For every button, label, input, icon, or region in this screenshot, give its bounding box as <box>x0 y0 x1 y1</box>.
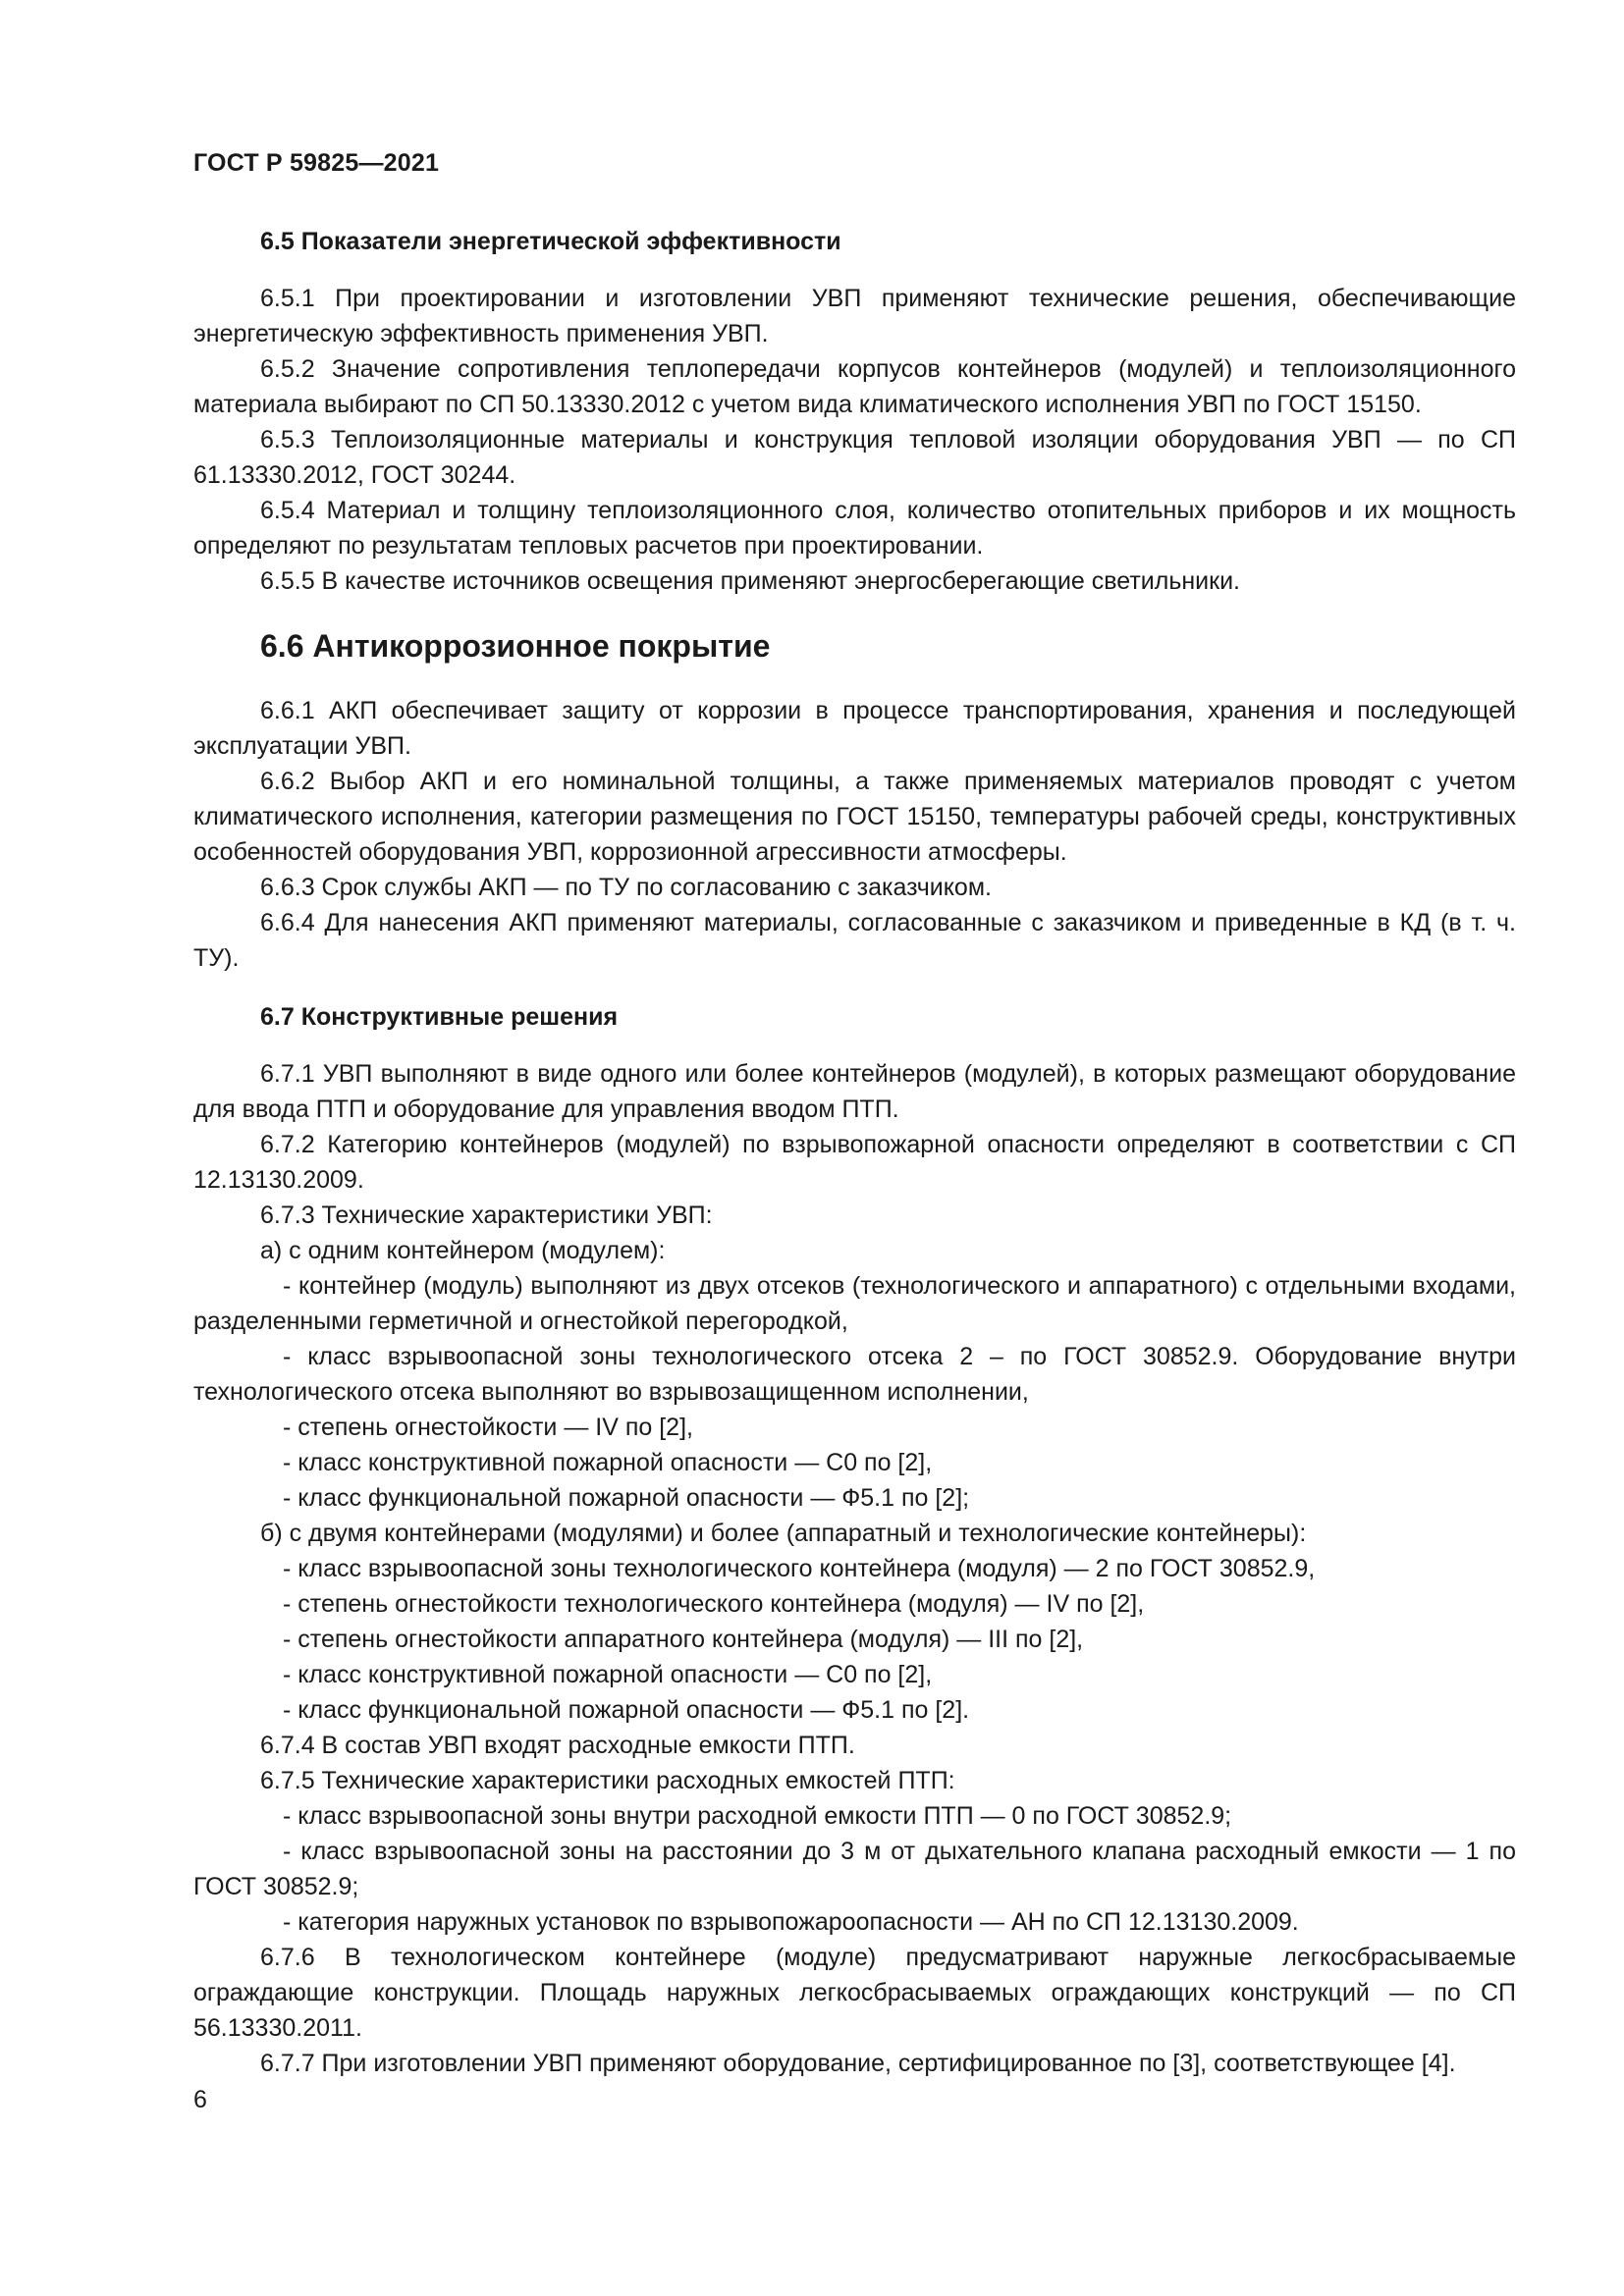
list-item-b-4: - класс конструктивной пожарной опасности — С0 по [2], <box>283 1661 933 1688</box>
list-item-c-2: - класс взрывоопасной зоны на расстоянии до 3 м от дыхательного клапана расходный емкости — 1 по ГОСТ 30852.9; <box>193 1838 1516 1900</box>
paragraph-6-5-5: 6.5.5 В качестве источников освещения применяют энергосберегающие светильники. <box>260 567 1240 595</box>
list-item-a-5: - класс функциональной пожарной опасности — Ф5.1 по [2]; <box>283 1484 970 1512</box>
list-item-c-3: - категория наружных установок по взрывопожароопасности — АН по СП 12.13130.2009. <box>283 1908 1299 1936</box>
paragraph-6-6-1: 6.6.1 АКП обеспечивает защиту от коррозии в процессе транспортирования, хранения и последующей эксплуатации УВП. <box>193 697 1516 760</box>
paragraph-6-6-4: 6.6.4 Для нанесения АКП применяют материалы, согласованные с заказчиком и приведенные в КД (в т. ч. ТУ). <box>193 909 1516 972</box>
list-item-b-3: - степень огнестойкости аппаратного контейнера (модуля) — III по [2], <box>283 1626 1084 1653</box>
paragraph-6-7-4: 6.7.4 В состав УВП входят расходные емкости ПТП. <box>260 1732 855 1759</box>
list-item-a-2: - класс взрывоопасной зоны технологического отсека 2 – по ГОСТ 30852.9. Оборудование внутри технологического отсека выполняют во взрывозащищенном исполнении, <box>193 1343 1516 1406</box>
list-item-b: б) с двумя контейнерами (модулями) и более (аппаратный и технологические контейнеры): <box>260 1520 1307 1547</box>
section-6-5-title: 6.5 Показатели энергетической эффективности <box>260 228 841 255</box>
paragraph-6-5-1: 6.5.1 При проектировании и изготовлении УВП применяют технические решения, обеспечивающие энергетическую эффективность применения УВП. <box>193 285 1516 347</box>
list-item-a-4: - класс конструктивной пожарной опасности — С0 по [2], <box>283 1449 933 1476</box>
list-item-c-1: - класс взрывоопасной зоны внутри расходной емкости ПТП — 0 по ГОСТ 30852.9; <box>283 1802 1232 1830</box>
section-6-7-title: 6.7 Конструктивные решения <box>260 1003 619 1031</box>
page-number: 6 <box>193 2086 207 2113</box>
list-item-a-3: - степень огнестойкости — IV по [2], <box>283 1414 693 1441</box>
section-6-6-title: 6.6 Антикоррозионное покрытие <box>260 628 771 664</box>
list-item-b-2: - степень огнестойкости технологического контейнера (модуля) — IV по [2], <box>283 1590 1145 1618</box>
document-code: ГОСТ Р 59825—2021 <box>193 149 440 177</box>
paragraph-6-7-2: 6.7.2 Категорию контейнеров (модулей) по взрывопожарной опасности определяют в соответствии с СП 12.13130.2009. <box>193 1131 1516 1194</box>
document-body <box>193 224 1516 2081</box>
list-item-b-5: - класс функциональной пожарной опасности — Ф5.1 по [2]. <box>283 1696 970 1724</box>
paragraph-6-5-2: 6.5.2 Значение сопротивления теплопередачи корпусов контейнеров (модулей) и теплоизоляционного материала выбирают по СП 50.13330.2012 с учетом вида климатического исполнения УВП по ГОСТ 15150. <box>193 355 1516 418</box>
paragraph-6-6-2: 6.6.2 Выбор АКП и его номинальной толщины, а также применяемых материалов проводят с учетом климатического исполнения, категории размещения по ГОСТ 15150, температуры рабочей среды, конструктивных особенностей оборудования УВП, коррозионной агрессивности атмосферы. <box>193 768 1516 866</box>
paragraph-6-7-7: 6.7.7 При изготовлении УВП применяют оборудование, сертифицированное по [3], соответствующее [4]. <box>260 2050 1456 2077</box>
list-item-b-1: - класс взрывоопасной зоны технологического контейнера (модуля) — 2 по ГОСТ 30852.9, <box>283 1555 1316 1582</box>
paragraph-6-7-5: 6.7.5 Технические характеристики расходных емкостей ПТП: <box>260 1767 955 1794</box>
paragraph-6-7-1: 6.7.1 УВП выполняют в виде одного или более контейнеров (модулей), в которых размещают оборудование для ввода ПТП и оборудование для управления вводом ПТП. <box>193 1060 1516 1123</box>
paragraph-6-7-3: 6.7.3 Технические характеристики УВП: <box>260 1201 713 1229</box>
list-item-a-1: - контейнер (модуль) выполняют из двух отсеков (технологического и аппаратного) с отдельными входами, разделенными герметичной и огнестойкой перегородкой, <box>193 1272 1516 1335</box>
paragraph-6-6-3: 6.6.3 Срок службы АКП — по ТУ по согласованию с заказчиком. <box>260 874 992 901</box>
paragraph-6-5-3: 6.5.3 Теплоизоляционные материалы и конструкция тепловой изоляции оборудования УВП — по СП 61.13330.2012, ГОСТ 30244. <box>193 426 1516 489</box>
paragraph-6-7-6: 6.7.6 В технологическом контейнере (модуле) предусматривают наружные легкосбрасываемые ограждающие конструкции. Площадь наружных легкосбрасываемых ограждающих конструкций — по СП 56.13330.2011. <box>193 1944 1516 2042</box>
list-item-a: а) с одним контейнером (модулем): <box>260 1237 666 1264</box>
paragraph-6-5-4: 6.5.4 Материал и толщину теплоизоляционного слоя, количество отопительных приборов и их мощность определяют по результатам тепловых расчетов при проектировании. <box>193 497 1516 560</box>
